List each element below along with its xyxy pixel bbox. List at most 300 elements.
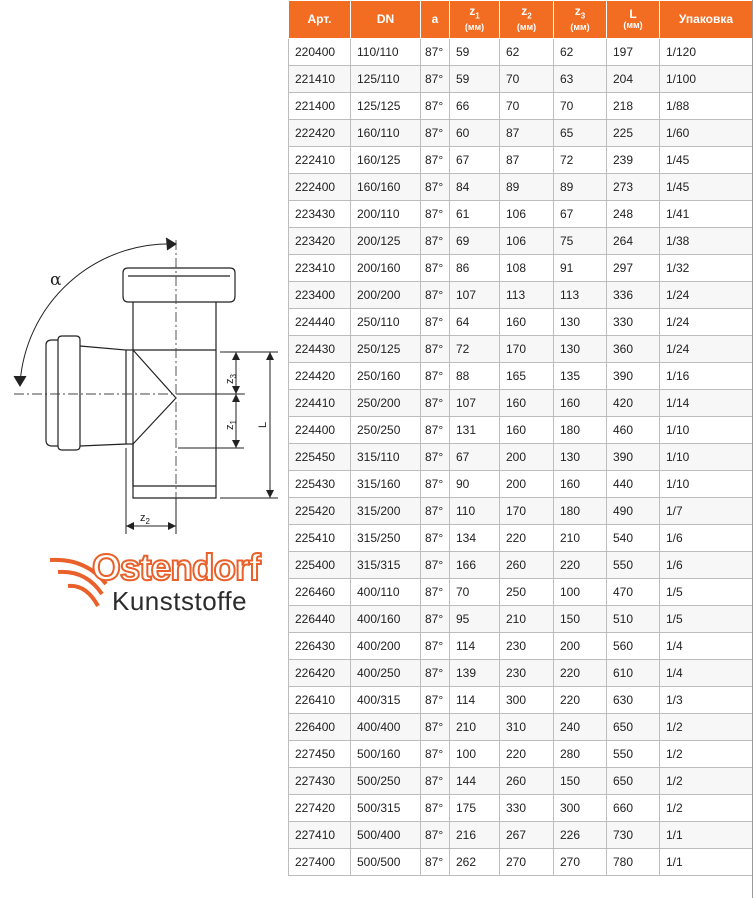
table-cell-L: 730 [607, 822, 660, 849]
table-cell-z2: 330 [500, 795, 554, 822]
table-cell-L: 239 [607, 147, 660, 174]
table-cell-art: 227410 [289, 822, 351, 849]
table-cell-pack: 1/45 [660, 147, 753, 174]
table-cell-art: 225450 [289, 444, 351, 471]
table-cell-art: 224410 [289, 390, 351, 417]
table-cell-z1: 60 [450, 120, 500, 147]
table-cell-z1: 166 [450, 552, 500, 579]
table-row [289, 255, 753, 282]
table-cell-pack: 1/5 [660, 579, 753, 606]
table-cell-a: 87° [421, 255, 450, 282]
table-cell-z3: 160 [554, 390, 607, 417]
table-cell-dn: 250/200 [351, 390, 421, 417]
table-cell-art: 225420 [289, 498, 351, 525]
table-cell-pack: 1/2 [660, 795, 753, 822]
table-cell-a: 87° [421, 714, 450, 741]
table-cell-dn: 500/315 [351, 795, 421, 822]
table-cell-z3: 72 [554, 147, 607, 174]
table-cell-z1: 66 [450, 93, 500, 120]
table-cell-pack: 1/32 [660, 255, 753, 282]
table-cell-a: 87° [421, 849, 450, 876]
table-row [289, 768, 753, 795]
table-cell-art: 224430 [289, 336, 351, 363]
table-cell-L: 470 [607, 579, 660, 606]
table-cell-L: 218 [607, 93, 660, 120]
table-cell-a: 87° [421, 147, 450, 174]
table-cell-L: 550 [607, 741, 660, 768]
table-cell-a: 87° [421, 768, 450, 795]
table-cell-z1: 67 [450, 444, 500, 471]
table-cell-z1: 67 [450, 147, 500, 174]
table-cell-z1: 90 [450, 471, 500, 498]
table-cell-dn: 125/125 [351, 93, 421, 120]
table-cell-L: 780 [607, 849, 660, 876]
table-cell-z3: 67 [554, 201, 607, 228]
tee-fitting-drawing [0, 0, 286, 540]
table-row [289, 579, 753, 606]
table-cell-z1: 61 [450, 201, 500, 228]
header-dn: DN [351, 1, 421, 39]
table-cell-pack: 1/45 [660, 174, 753, 201]
table-row [289, 822, 753, 849]
table-cell-a: 87° [421, 687, 450, 714]
table-cell-z2: 200 [500, 444, 554, 471]
table-row [289, 471, 753, 498]
table-cell-z1: 59 [450, 66, 500, 93]
table-row [289, 228, 753, 255]
table-cell-dn: 110/110 [351, 39, 421, 66]
table-cell-dn: 400/110 [351, 579, 421, 606]
z3-label: $z_3$ [224, 374, 238, 384]
table-cell-dn: 160/110 [351, 120, 421, 147]
table-cell-z1: 107 [450, 282, 500, 309]
table-cell-a: 87° [421, 579, 450, 606]
table-cell-z1: 144 [450, 768, 500, 795]
table-row [289, 93, 753, 120]
table-row [289, 606, 753, 633]
table-row [289, 498, 753, 525]
table-cell-art: 227430 [289, 768, 351, 795]
table-cell-z3: 70 [554, 93, 607, 120]
table-cell-a: 87° [421, 417, 450, 444]
table-cell-z3: 62 [554, 39, 607, 66]
table-cell-pack: 1/41 [660, 201, 753, 228]
table-cell-L: 225 [607, 120, 660, 147]
table-cell-dn: 315/250 [351, 525, 421, 552]
table-cell-art: 226440 [289, 606, 351, 633]
table-row [289, 687, 753, 714]
table-cell-z1: 88 [450, 363, 500, 390]
table-cell-z3: 91 [554, 255, 607, 282]
table-cell-L: 197 [607, 39, 660, 66]
table-cell-dn: 125/110 [351, 66, 421, 93]
table-cell-z2: 106 [500, 201, 554, 228]
table-cell-z1: 114 [450, 633, 500, 660]
table-cell-art: 222410 [289, 147, 351, 174]
table-cell-art: 226410 [289, 687, 351, 714]
table-cell-L: 490 [607, 498, 660, 525]
table-cell-art: 221410 [289, 66, 351, 93]
table-cell-dn: 250/160 [351, 363, 421, 390]
table-cell-a: 87° [421, 633, 450, 660]
table-row [289, 444, 753, 471]
table-cell-art: 227420 [289, 795, 351, 822]
table-cell-pack: 1/24 [660, 309, 753, 336]
table-cell-z2: 106 [500, 228, 554, 255]
table-cell-z3: 75 [554, 228, 607, 255]
table-cell-pack: 1/3 [660, 687, 753, 714]
table-cell-art: 225410 [289, 525, 351, 552]
table-cell-L: 610 [607, 660, 660, 687]
table-cell-z1: 70 [450, 579, 500, 606]
table-cell-a: 87° [421, 795, 450, 822]
table-cell-z1: 72 [450, 336, 500, 363]
table-cell-z2: 200 [500, 471, 554, 498]
table-cell-art: 224400 [289, 417, 351, 444]
product-table [288, 0, 753, 876]
table-cell-pack: 1/7 [660, 498, 753, 525]
table-cell-L: 650 [607, 768, 660, 795]
table-cell-z2: 87 [500, 120, 554, 147]
table-row [289, 417, 753, 444]
table-cell-z3: 210 [554, 525, 607, 552]
z1-label: $z_1$ [224, 420, 238, 430]
table-cell-dn: 250/110 [351, 309, 421, 336]
table-row [289, 66, 753, 93]
table-cell-z1: 139 [450, 660, 500, 687]
table-cell-z1: 216 [450, 822, 500, 849]
table-cell-dn: 500/160 [351, 741, 421, 768]
table-cell-dn: 500/250 [351, 768, 421, 795]
table-cell-art: 223430 [289, 201, 351, 228]
table-row [289, 525, 753, 552]
table-cell-a: 87° [421, 525, 450, 552]
table-cell-L: 460 [607, 417, 660, 444]
table-cell-pack: 1/1 [660, 822, 753, 849]
table-cell-art: 223420 [289, 228, 351, 255]
table-cell-z1: 107 [450, 390, 500, 417]
header-a: a [421, 1, 450, 39]
table-row [289, 552, 753, 579]
table-cell-dn: 250/125 [351, 336, 421, 363]
table-cell-z2: 113 [500, 282, 554, 309]
table-cell-L: 660 [607, 795, 660, 822]
table-cell-dn: 200/125 [351, 228, 421, 255]
table-cell-z3: 130 [554, 309, 607, 336]
table-cell-z2: 160 [500, 417, 554, 444]
table-cell-a: 87° [421, 201, 450, 228]
table-row [289, 741, 753, 768]
table-cell-a: 87° [421, 336, 450, 363]
table-cell-pack: 1/4 [660, 660, 753, 687]
table-cell-pack: 1/4 [660, 633, 753, 660]
table-cell-L: 204 [607, 66, 660, 93]
header-z2: $z_2$ (мм) [500, 1, 554, 39]
table-cell-dn: 400/400 [351, 714, 421, 741]
table-cell-pack: 1/88 [660, 93, 753, 120]
table-cell-art: 222400 [289, 174, 351, 201]
table-cell-z3: 220 [554, 687, 607, 714]
table-cell-L: 390 [607, 363, 660, 390]
table-cell-pack: 1/10 [660, 444, 753, 471]
table-cell-z3: 65 [554, 120, 607, 147]
table-cell-a: 87° [421, 363, 450, 390]
table-cell-dn: 400/200 [351, 633, 421, 660]
table-row [289, 714, 753, 741]
table-cell-art: 226400 [289, 714, 351, 741]
table-cell-a: 87° [421, 471, 450, 498]
table-row [289, 282, 753, 309]
table-cell-pack: 1/2 [660, 714, 753, 741]
table-cell-a: 87° [421, 660, 450, 687]
table-cell-pack: 1/6 [660, 552, 753, 579]
table-cell-z1: 175 [450, 795, 500, 822]
header-art: Арт. [289, 1, 351, 39]
table-cell-z1: 95 [450, 606, 500, 633]
table-cell-L: 650 [607, 714, 660, 741]
table-cell-dn: 200/160 [351, 255, 421, 282]
table-row [289, 120, 753, 147]
table-cell-L: 248 [607, 201, 660, 228]
table-cell-z3: 180 [554, 498, 607, 525]
table-cell-z2: 108 [500, 255, 554, 282]
table-cell-z3: 160 [554, 471, 607, 498]
table-cell-art: 220400 [289, 39, 351, 66]
table-cell-art: 227450 [289, 741, 351, 768]
table-cell-a: 87° [421, 282, 450, 309]
logo-word-kunststoffe: Kunststoffe [112, 586, 248, 616]
header-z3: $z_3$ (мм) [554, 1, 607, 39]
table-cell-z3: 220 [554, 552, 607, 579]
table-cell-z2: 160 [500, 309, 554, 336]
table-cell-z2: 230 [500, 660, 554, 687]
table-cell-dn: 315/160 [351, 471, 421, 498]
table-cell-z2: 87 [500, 147, 554, 174]
table-cell-z1: 114 [450, 687, 500, 714]
table-cell-z1: 64 [450, 309, 500, 336]
table-cell-z1: 86 [450, 255, 500, 282]
table-cell-a: 87° [421, 120, 450, 147]
table-cell-z3: 280 [554, 741, 607, 768]
table-cell-pack: 1/5 [660, 606, 753, 633]
table-cell-z1: 262 [450, 849, 500, 876]
table-cell-a: 87° [421, 66, 450, 93]
top-socket [123, 268, 235, 302]
table-row [289, 147, 753, 174]
table-row [289, 849, 753, 876]
table-row [289, 660, 753, 687]
table-cell-art: 226430 [289, 633, 351, 660]
table-cell-z1: 84 [450, 174, 500, 201]
table-cell-dn: 250/250 [351, 417, 421, 444]
table-cell-z2: 210 [500, 606, 554, 633]
table-cell-z2: 70 [500, 66, 554, 93]
table-cell-z3: 130 [554, 444, 607, 471]
table-cell-art: 224440 [289, 309, 351, 336]
table-cell-z3: 130 [554, 336, 607, 363]
table-cell-art: 223410 [289, 255, 351, 282]
table-cell-z1: 110 [450, 498, 500, 525]
table-row [289, 336, 753, 363]
table-cell-pack: 1/60 [660, 120, 753, 147]
table-cell-art: 224420 [289, 363, 351, 390]
table-cell-L: 440 [607, 471, 660, 498]
table-cell-a: 87° [421, 174, 450, 201]
z2-label: $z_2$ [140, 512, 150, 526]
table-cell-a: 87° [421, 390, 450, 417]
table-cell-art: 227400 [289, 849, 351, 876]
table-cell-art: 225400 [289, 552, 351, 579]
table-cell-z3: 240 [554, 714, 607, 741]
table-cell-z1: 100 [450, 741, 500, 768]
table-cell-pack: 1/1 [660, 849, 753, 876]
table-cell-dn: 315/315 [351, 552, 421, 579]
table-cell-L: 630 [607, 687, 660, 714]
table-header-row [289, 1, 753, 39]
ostendorf-logo [46, 548, 276, 628]
table-cell-pack: 1/2 [660, 768, 753, 795]
table-cell-a: 87° [421, 309, 450, 336]
table-cell-z2: 170 [500, 498, 554, 525]
table-cell-z3: 89 [554, 174, 607, 201]
table-cell-a: 87° [421, 39, 450, 66]
table-cell-z3: 180 [554, 417, 607, 444]
table-row [289, 795, 753, 822]
table-cell-z2: 250 [500, 579, 554, 606]
table-cell-L: 330 [607, 309, 660, 336]
table-cell-L: 297 [607, 255, 660, 282]
table-cell-a: 87° [421, 228, 450, 255]
table-cell-z2: 267 [500, 822, 554, 849]
table-cell-pack: 1/120 [660, 39, 753, 66]
table-cell-pack: 1/14 [660, 390, 753, 417]
table-cell-dn: 400/250 [351, 660, 421, 687]
table-cell-pack: 1/10 [660, 471, 753, 498]
table-cell-L: 560 [607, 633, 660, 660]
table-cell-L: 336 [607, 282, 660, 309]
table-cell-z1: 210 [450, 714, 500, 741]
table-cell-dn: 400/315 [351, 687, 421, 714]
table-cell-z2: 170 [500, 336, 554, 363]
table-cell-a: 87° [421, 498, 450, 525]
table-cell-z2: 160 [500, 390, 554, 417]
table-cell-a: 87° [421, 444, 450, 471]
table-cell-a: 87° [421, 552, 450, 579]
alpha-label: α [50, 270, 62, 290]
table-cell-z2: 220 [500, 741, 554, 768]
table-cell-a: 87° [421, 93, 450, 120]
table-cell-z3: 100 [554, 579, 607, 606]
table-cell-z1: 131 [450, 417, 500, 444]
table-cell-dn: 200/110 [351, 201, 421, 228]
table-cell-pack: 1/24 [660, 336, 753, 363]
table-row [289, 363, 753, 390]
L-label: L [257, 421, 269, 428]
table-cell-art: 223400 [289, 282, 351, 309]
table-cell-z2: 165 [500, 363, 554, 390]
table-cell-a: 87° [421, 741, 450, 768]
table-cell-z3: 135 [554, 363, 607, 390]
table-cell-a: 87° [421, 822, 450, 849]
table-cell-z2: 270 [500, 849, 554, 876]
table-cell-z2: 220 [500, 525, 554, 552]
table-cell-z3: 300 [554, 795, 607, 822]
table-row [289, 39, 753, 66]
table-cell-pack: 1/16 [660, 363, 753, 390]
table-cell-pack: 1/6 [660, 525, 753, 552]
table-cell-z2: 260 [500, 552, 554, 579]
table-cell-pack: 1/38 [660, 228, 753, 255]
table-row [289, 633, 753, 660]
table-cell-dn: 500/400 [351, 822, 421, 849]
table-cell-L: 360 [607, 336, 660, 363]
table-cell-dn: 315/200 [351, 498, 421, 525]
header-pack: Упаковка [660, 1, 753, 39]
table-cell-pack: 1/10 [660, 417, 753, 444]
table-cell-L: 420 [607, 390, 660, 417]
table-cell-art: 225430 [289, 471, 351, 498]
table-row [289, 201, 753, 228]
table-cell-z2: 300 [500, 687, 554, 714]
table-cell-dn: 160/160 [351, 174, 421, 201]
table-cell-a: 87° [421, 606, 450, 633]
header-L: L (мм) [607, 1, 660, 39]
table-cell-dn: 500/500 [351, 849, 421, 876]
table-cell-pack: 1/2 [660, 741, 753, 768]
table-row [289, 174, 753, 201]
table-cell-z2: 230 [500, 633, 554, 660]
table-cell-L: 390 [607, 444, 660, 471]
table-cell-z3: 150 [554, 768, 607, 795]
table-cell-art: 226460 [289, 579, 351, 606]
table-cell-L: 510 [607, 606, 660, 633]
table-cell-L: 264 [607, 228, 660, 255]
table-cell-z2: 89 [500, 174, 554, 201]
table-cell-dn: 315/110 [351, 444, 421, 471]
left-panel [0, 0, 286, 898]
table-cell-L: 550 [607, 552, 660, 579]
table-cell-dn: 200/200 [351, 282, 421, 309]
side-socket [58, 336, 80, 450]
table-cell-dn: 400/160 [351, 606, 421, 633]
table-cell-pack: 1/24 [660, 282, 753, 309]
table-cell-z2: 260 [500, 768, 554, 795]
table-cell-dn: 160/125 [351, 147, 421, 174]
table-row [289, 309, 753, 336]
table-cell-z3: 270 [554, 849, 607, 876]
table-cell-z3: 63 [554, 66, 607, 93]
table-cell-L: 273 [607, 174, 660, 201]
logo-word-ostendorf: Ostendorf [92, 547, 260, 588]
table-cell-z2: 310 [500, 714, 554, 741]
table-row [289, 390, 753, 417]
table-cell-z1: 134 [450, 525, 500, 552]
table-cell-art: 226420 [289, 660, 351, 687]
header-z1: $z_1$ (мм) [450, 1, 500, 39]
table-cell-z3: 226 [554, 822, 607, 849]
table-cell-art: 221400 [289, 93, 351, 120]
table-cell-art: 222420 [289, 120, 351, 147]
table-cell-z3: 200 [554, 633, 607, 660]
table-cell-z3: 150 [554, 606, 607, 633]
table-cell-z3: 113 [554, 282, 607, 309]
table-cell-pack: 1/100 [660, 66, 753, 93]
table-cell-z3: 220 [554, 660, 607, 687]
table-cell-z2: 62 [500, 39, 554, 66]
table-cell-L: 540 [607, 525, 660, 552]
table-cell-z1: 59 [450, 39, 500, 66]
table-cell-z1: 69 [450, 228, 500, 255]
